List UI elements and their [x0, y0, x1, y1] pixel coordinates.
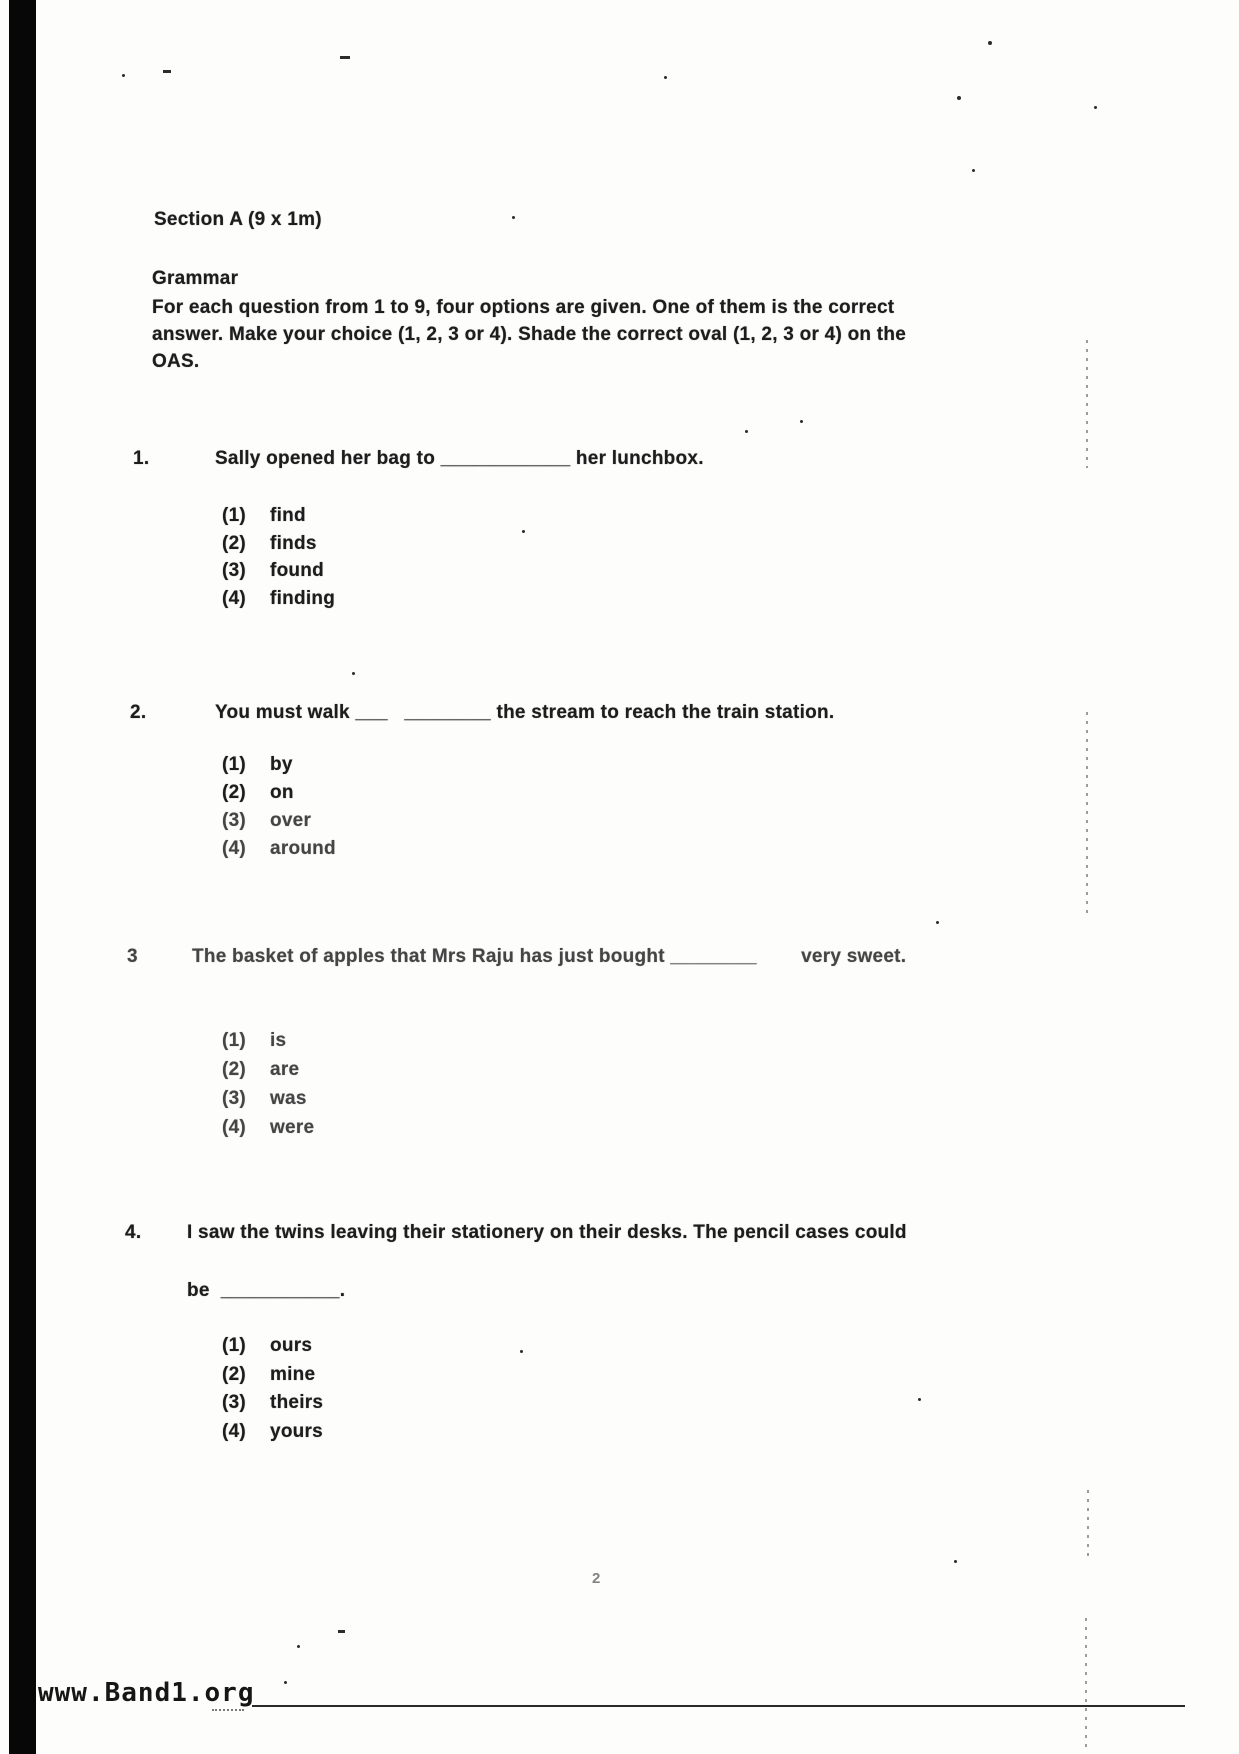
question-1-option-4 [222, 588, 335, 610]
option-label: (3) [222, 560, 246, 581]
watermark-url: www.Band1.org [38, 1678, 255, 1708]
question-1-number: 1. [133, 448, 150, 469]
question-4-number: 4. [125, 1222, 142, 1243]
option-label: (1) [222, 754, 246, 775]
scan-speckle [972, 169, 975, 172]
option-label: (2) [222, 1059, 246, 1080]
option-text: ours [270, 1335, 313, 1356]
scan-speckle [1094, 106, 1097, 109]
question-2-number: 2. [130, 702, 147, 723]
scan-speckle [352, 672, 355, 675]
question-4-option-4 [222, 1421, 323, 1443]
instructions-line-3: OAS. [152, 351, 200, 372]
question-3-option-4 [222, 1117, 314, 1139]
option-label: (1) [222, 1030, 246, 1051]
option-text: yours [270, 1421, 323, 1442]
footer-rule [252, 1705, 1185, 1707]
scan-dotted-artifact [1086, 712, 1088, 917]
option-text: by [270, 754, 293, 775]
footer-rule-dashes [212, 1709, 244, 1711]
scan-speckle [800, 420, 803, 423]
question-3-option-1 [222, 1030, 286, 1052]
option-label: (2) [222, 782, 246, 803]
question-4-option-3 [222, 1392, 323, 1414]
option-label: (3) [222, 1088, 246, 1109]
option-label: (1) [222, 1335, 246, 1356]
option-text: was [270, 1088, 307, 1109]
question-3-number: 3 [127, 946, 138, 967]
scan-speckle [522, 530, 525, 533]
option-text: around [270, 838, 336, 859]
question-4-stem-line-1: I saw the twins leaving their stationery on their desks. The pencil cases could [187, 1222, 907, 1243]
option-text: are [270, 1059, 300, 1080]
question-2-option-4 [222, 838, 336, 860]
question-2-option-1 [222, 754, 293, 776]
scan-speckle [163, 70, 171, 73]
instructions-line-2: answer. Make your choice (1, 2, 3 or 4). Shade the correct oval (1, 2, 3 or 4) on the [152, 324, 907, 345]
option-text: found [270, 560, 325, 581]
scan-speckle [520, 1350, 523, 1353]
option-text: theirs [270, 1392, 324, 1413]
scan-speckle [338, 1630, 345, 1633]
question-2-option-3 [222, 810, 311, 832]
question-1-stem: Sally opened her bag to ____________ her lunchbox. [215, 448, 704, 469]
option-text: on [270, 782, 294, 803]
option-text: finds [270, 533, 317, 554]
option-text: is [270, 1030, 287, 1051]
option-label: (4) [222, 1117, 246, 1138]
section-title: Section A (9 x 1m) [154, 209, 322, 230]
scan-speckle [340, 56, 350, 59]
option-text: over [270, 810, 312, 831]
scanner-edge-artifact [9, 0, 36, 1754]
question-1-option-1 [222, 505, 306, 527]
scan-speckle [957, 96, 961, 100]
question-4-option-1 [222, 1335, 312, 1357]
instructions-line-1: For each question from 1 to 9, four options are given. One of them is the correct [152, 297, 895, 318]
option-label: (4) [222, 838, 246, 859]
scan-dotted-artifact [1086, 340, 1088, 468]
scan-speckle [988, 41, 992, 45]
option-label: (4) [222, 588, 246, 609]
scan-speckle [284, 1681, 287, 1684]
question-1-option-3 [222, 560, 324, 582]
question-3-option-2 [222, 1059, 299, 1081]
option-label: (3) [222, 1392, 246, 1413]
scan-speckle [745, 430, 748, 433]
question-2-stem: You must walk ___ ________ the stream to reach the train station. [215, 702, 835, 723]
scan-speckle [664, 76, 667, 79]
option-text: mine [270, 1364, 316, 1385]
option-label: (3) [222, 810, 246, 831]
scan-speckle [512, 216, 515, 219]
question-4-option-2 [222, 1364, 315, 1386]
option-label: (2) [222, 1364, 246, 1385]
option-label: (4) [222, 1421, 246, 1442]
question-4-stem-line-2: be ___________. [187, 1280, 346, 1301]
question-1-option-2 [222, 533, 317, 555]
page-number: 2 [592, 1570, 601, 1587]
question-3-stem: The basket of apples that Mrs Raju has just bought ________ very sweet. [192, 946, 907, 967]
question-2-option-2 [222, 782, 294, 804]
option-label: (1) [222, 505, 246, 526]
option-text: find [270, 505, 306, 526]
scan-speckle [954, 1560, 957, 1563]
scan-speckle [918, 1398, 921, 1401]
scan-speckle [122, 74, 125, 77]
option-text: finding [270, 588, 336, 609]
question-3-option-3 [222, 1088, 307, 1110]
scan-speckle [297, 1645, 300, 1648]
scan-dotted-artifact [1085, 1618, 1087, 1750]
scan-speckle [936, 921, 939, 924]
grammar-heading: Grammar [152, 268, 239, 289]
option-text: were [270, 1117, 315, 1138]
option-label: (2) [222, 533, 246, 554]
scan-dotted-artifact [1087, 1490, 1089, 1562]
